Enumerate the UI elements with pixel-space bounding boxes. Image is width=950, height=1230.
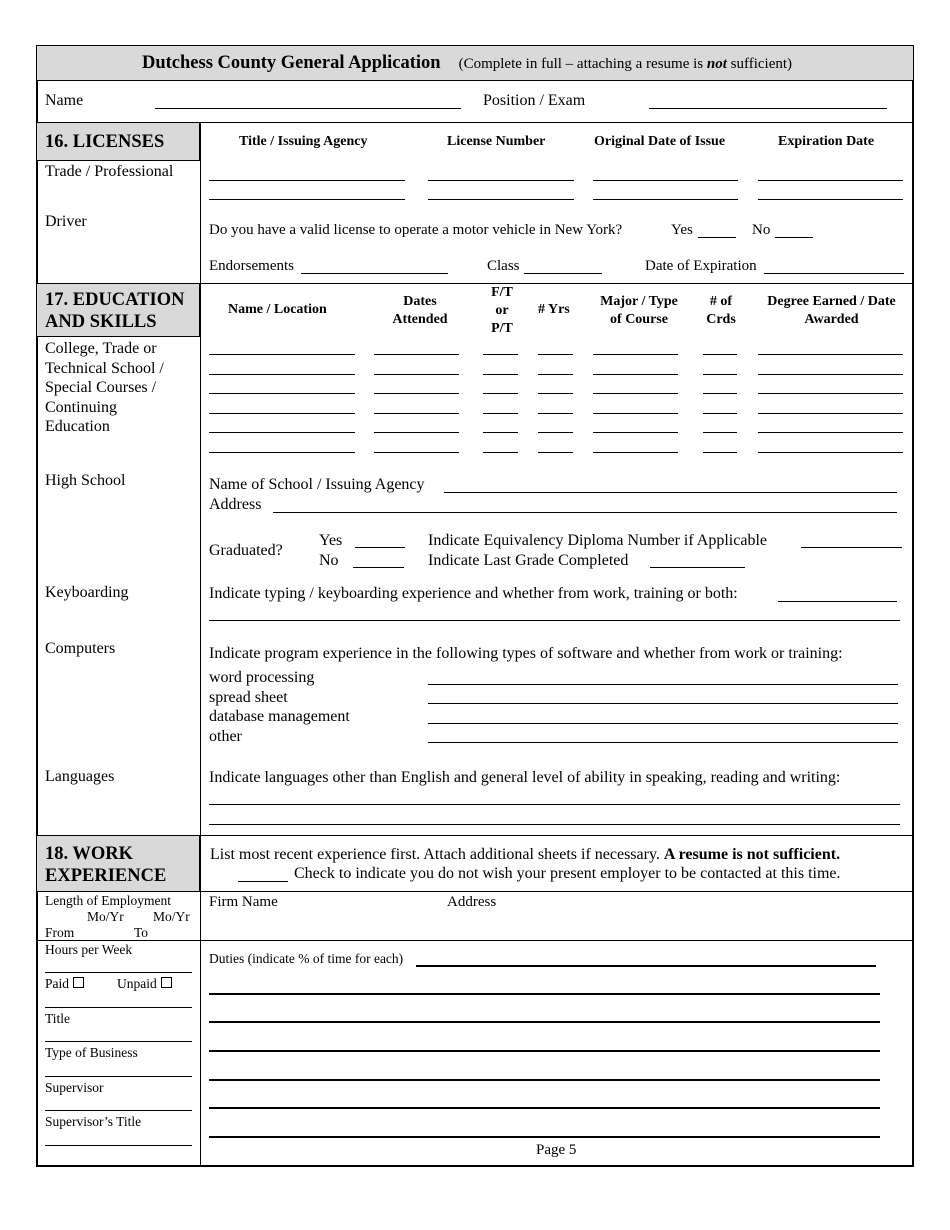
job-title-label: Title (45, 1011, 71, 1026)
duties-field[interactable] (209, 1050, 880, 1052)
education-field[interactable] (703, 413, 737, 414)
divider (36, 891, 914, 892)
education-field[interactable] (538, 413, 573, 414)
to-moyr-label: Mo/Yr (153, 909, 190, 924)
education-field[interactable] (703, 393, 737, 394)
unpaid-checkbox[interactable] (161, 977, 172, 988)
name-label: Name (45, 92, 84, 109)
education-field[interactable] (593, 393, 678, 394)
education-field[interactable] (209, 413, 355, 414)
duties-field[interactable] (209, 993, 880, 995)
col-degree-earned: Degree Earned / Date Awarded (767, 294, 896, 327)
education-field[interactable] (538, 452, 573, 453)
computers-label: Computers (45, 640, 116, 657)
job-title-field[interactable] (45, 1041, 192, 1042)
col-major-type: Major / Type of Course (600, 294, 678, 327)
education-field[interactable] (483, 452, 518, 453)
endorsements-label: Endorsements (209, 258, 294, 274)
education-field[interactable] (703, 374, 737, 375)
keyboarding-field[interactable] (209, 620, 900, 621)
education-field[interactable] (758, 354, 903, 355)
college-label: College, Trade or Technical School / Special Courses / Continuing Education (45, 340, 164, 435)
class-field[interactable] (524, 273, 602, 274)
endorsements-field[interactable] (301, 273, 448, 274)
education-field[interactable] (538, 374, 573, 375)
no-contact-check-field[interactable] (238, 881, 288, 882)
graduated-label: Graduated? (209, 542, 283, 559)
education-field[interactable] (374, 452, 459, 453)
col-credits: # of Crds (706, 294, 736, 327)
hours-per-week-field[interactable] (45, 972, 192, 973)
col-name-location: Name / Location (228, 302, 327, 317)
software-type: word processing (209, 669, 315, 686)
duties-field[interactable] (209, 1107, 880, 1109)
languages-prompt: Indicate languages other than English and general level of ability in speaking, reading and writing: (209, 769, 841, 786)
education-field[interactable] (758, 413, 903, 414)
education-heading: 17. EDUCATION AND SKILLS (45, 290, 185, 332)
languages-label: Languages (45, 768, 115, 785)
position-label: Position / Exam (483, 92, 586, 109)
driver-no-field[interactable] (775, 237, 813, 238)
software-field[interactable] (428, 684, 898, 685)
divider (36, 940, 914, 941)
education-field[interactable] (209, 354, 355, 355)
graduated-no-field[interactable] (353, 567, 404, 568)
col-original-date: Original Date of Issue (594, 134, 726, 149)
education-field[interactable] (483, 432, 518, 433)
license-field[interactable] (758, 180, 903, 181)
col-license-number: License Number (447, 134, 546, 149)
supervisor-field[interactable] (45, 1110, 192, 1111)
languages-field[interactable] (209, 804, 900, 805)
firm-address-label: Address (447, 894, 497, 910)
software-field[interactable] (428, 723, 898, 724)
position-field[interactable] (649, 108, 887, 109)
graduated-yes-label: Yes (319, 532, 343, 549)
education-field[interactable] (593, 432, 678, 433)
school-address-field[interactable] (273, 512, 897, 513)
license-field[interactable] (209, 180, 405, 181)
education-field[interactable] (593, 452, 678, 453)
last-grade-field[interactable] (650, 567, 745, 568)
education-field[interactable] (538, 432, 573, 433)
software-types (209, 668, 350, 746)
high-school-label: High School (45, 472, 126, 489)
driver-yes-field[interactable] (698, 237, 736, 238)
supervisor-title-field[interactable] (45, 1145, 192, 1146)
col-title-agency: Title / Issuing Agency (239, 134, 368, 149)
unpaid-option: Unpaid (117, 976, 172, 992)
supervisor-title-label: Supervisor’s Title (45, 1114, 142, 1129)
education-field[interactable] (538, 354, 573, 355)
divider-line (45, 1007, 192, 1008)
duties-field[interactable] (209, 1136, 880, 1138)
school-name-label: Name of School / Issuing Agency (209, 476, 425, 493)
hours-per-week-label: Hours per Week (45, 942, 133, 957)
education-field[interactable] (209, 452, 355, 453)
name-field[interactable] (155, 108, 461, 109)
education-field[interactable] (593, 413, 678, 414)
divider (36, 80, 914, 81)
form-title: Dutchess County General Application (Complete in full – attaching a resume is not sufficient) (142, 53, 793, 73)
education-field[interactable] (703, 452, 737, 453)
date-of-expiration-label: Date of Expiration (645, 258, 757, 274)
education-field[interactable] (593, 374, 678, 375)
col-years: # Yrs (538, 302, 570, 317)
to-label: To (134, 925, 149, 940)
left-column-divider (200, 122, 201, 1167)
education-field[interactable] (538, 393, 573, 394)
date-of-expiration-field[interactable] (764, 273, 904, 274)
education-field[interactable] (703, 432, 737, 433)
firm-name-label: Firm Name (209, 894, 278, 910)
education-field[interactable] (209, 393, 355, 394)
page-number: Page 5 (536, 1142, 577, 1158)
duties-field[interactable] (209, 1079, 880, 1081)
education-field[interactable] (758, 452, 903, 453)
license-field[interactable] (593, 180, 738, 181)
education-field[interactable] (374, 374, 459, 375)
software-type: spread sheet (209, 688, 288, 706)
last-grade-label: Indicate Last Grade Completed (428, 552, 629, 569)
education-field[interactable] (758, 393, 903, 394)
education-field[interactable] (374, 354, 459, 355)
equivalency-field[interactable] (801, 547, 902, 548)
school-name-field[interactable] (444, 492, 897, 493)
col-dates-attended: Dates Attended (392, 294, 448, 327)
col-expiration-date: Expiration Date (778, 134, 875, 149)
graduated-no-label: No (319, 552, 339, 569)
education-field[interactable] (374, 432, 459, 433)
length-of-employment-label: Length of Employment (45, 893, 171, 908)
graduated-yes-field[interactable] (355, 547, 405, 548)
duties-field[interactable] (209, 1021, 880, 1023)
col-ft-pt: F/T or P/T (491, 285, 513, 336)
education-field[interactable] (209, 432, 355, 433)
computers-prompt: Indicate program experience in the following types of software and whether from work or training: (209, 645, 843, 662)
license-field[interactable] (428, 199, 574, 200)
paid-option: Paid (45, 976, 84, 992)
trade-professional-label: Trade / Professional (45, 163, 174, 180)
type-of-business-field[interactable] (45, 1076, 192, 1077)
software-field[interactable] (428, 703, 898, 704)
keyboarding-label: Keyboarding (45, 584, 129, 601)
education-field[interactable] (758, 374, 903, 375)
no-contact-label: Check to indicate you do not wish your present employer to be contacted at this time. (294, 865, 841, 882)
software-field[interactable] (428, 742, 898, 743)
paid-checkbox[interactable] (73, 977, 84, 988)
software-type: other (209, 727, 242, 745)
work-heading: 18. WORK EXPERIENCE (45, 844, 167, 886)
education-field[interactable] (483, 413, 518, 414)
class-label: Class (487, 258, 520, 274)
driver-question: Do you have a valid license to operate a motor vehicle in New York? (209, 222, 623, 238)
driver-no-label: No (752, 222, 771, 238)
work-instruction: List most recent experience first. Attach additional sheets if necessary. A resume is not sufficient. (210, 846, 841, 863)
education-field[interactable] (374, 393, 459, 394)
languages-field[interactable] (209, 824, 900, 825)
driver-label: Driver (45, 213, 87, 230)
education-field[interactable] (483, 374, 518, 375)
driver-yes-label: Yes (671, 222, 693, 238)
education-field[interactable] (758, 432, 903, 433)
education-field[interactable] (209, 374, 355, 375)
school-address-label: Address (209, 496, 262, 513)
education-field[interactable] (374, 413, 459, 414)
supervisor-label: Supervisor (45, 1080, 104, 1095)
form-frame (36, 45, 914, 1167)
license-field[interactable] (428, 180, 574, 181)
license-field[interactable] (593, 199, 738, 200)
education-field[interactable] (703, 354, 737, 355)
software-type: database management (209, 708, 350, 725)
from-moyr-label: Mo/Yr (87, 909, 124, 924)
education-field[interactable] (483, 354, 518, 355)
duties-label: Duties (indicate % of time for each) (209, 951, 404, 966)
licenses-heading: 16. LICENSES (45, 132, 165, 152)
equivalency-label: Indicate Equivalency Diploma Number if Applicable (428, 532, 767, 549)
keyboarding-field[interactable] (778, 601, 897, 602)
education-field[interactable] (593, 354, 678, 355)
duties-field[interactable] (416, 965, 876, 967)
keyboarding-prompt: Indicate typing / keyboarding experience and whether from work, training or both: (209, 585, 738, 602)
education-field[interactable] (483, 393, 518, 394)
from-label: From (45, 925, 75, 940)
license-field[interactable] (209, 199, 405, 200)
license-field[interactable] (758, 199, 903, 200)
type-of-business-label: Type of Business (45, 1045, 138, 1060)
